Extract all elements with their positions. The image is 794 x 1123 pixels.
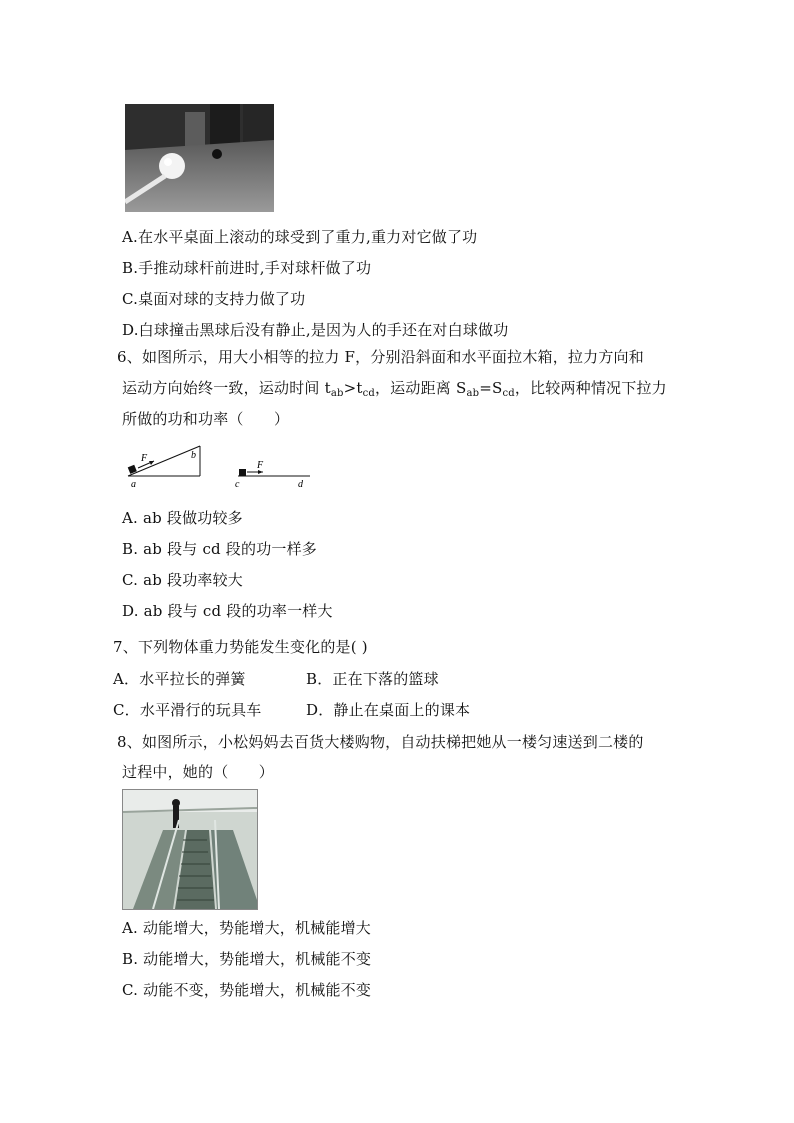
label-F2: F [257,460,264,471]
label-d: d [298,479,303,490]
escalator-photo [122,789,258,910]
label-b: b [191,450,196,461]
q6-option-b: B. ab 段与 cd 段的功一样多 [122,540,318,558]
q5-option-b: B.手推动球杆前进时,手对球杆做了功 [122,259,372,277]
q8-stem-line2: 过程中，她的（ ） [122,763,275,781]
q6-option-d: D. ab 段与 cd 段的功率一样大 [122,602,333,620]
label-a: a [131,479,136,490]
q7-option-b: B．正在下落的篮球 [306,670,439,688]
force-diagram [120,440,320,492]
q8-option-b: B. 动能增大，势能增大，机械能不变 [122,950,372,968]
q8-stem-line1: 8、如图所示，小松妈妈去百货大楼购物，自动扶梯把她从一楼匀速送到二楼的 [117,733,644,751]
q5-option-c: C.桌面对球的支持力做了功 [122,290,306,308]
billiard-photo [125,104,274,212]
q6-option-c: C. ab 段功率较大 [122,571,243,589]
q6-option-a: A. ab 段做功较多 [122,509,243,527]
q7-option-c: C．水平滑行的玩具车 [113,701,262,719]
q8-option-c: C. 动能不变，势能增大，机械能不变 [122,981,372,999]
q7-stem: 7、下列物体重力势能发生变化的是( ) [113,638,368,656]
q7-option-d: D．静止在桌面上的课本 [306,701,471,719]
q6-stem-line1: 6、如图所示，用大小相等的拉力 F，分别沿斜面和水平面拉木箱，拉力方向和 [117,348,644,366]
q6-stem-line3: 所做的功和功率（ ） [122,410,290,428]
q8-option-a: A. 动能增大，势能增大，机械能增大 [122,919,371,937]
q5-option-a: A.在水平桌面上滚动的球受到了重力,重力对它做了功 [122,228,478,246]
q6-stem-line2: 运动方向始终一致，运动时间 $t_{ab}>t_{cd}$，运动距离 $S_{ab}=S_{cd}$，比较两种情况下拉力 [122,379,667,399]
q5-option-d: D.白球撞击黑球后没有静止,是因为人的手还在对白球做功 [122,321,509,339]
label-c: c [235,479,240,490]
label-F1: F [141,453,148,464]
q7-option-a: A．水平拉长的弹簧 [113,670,246,688]
